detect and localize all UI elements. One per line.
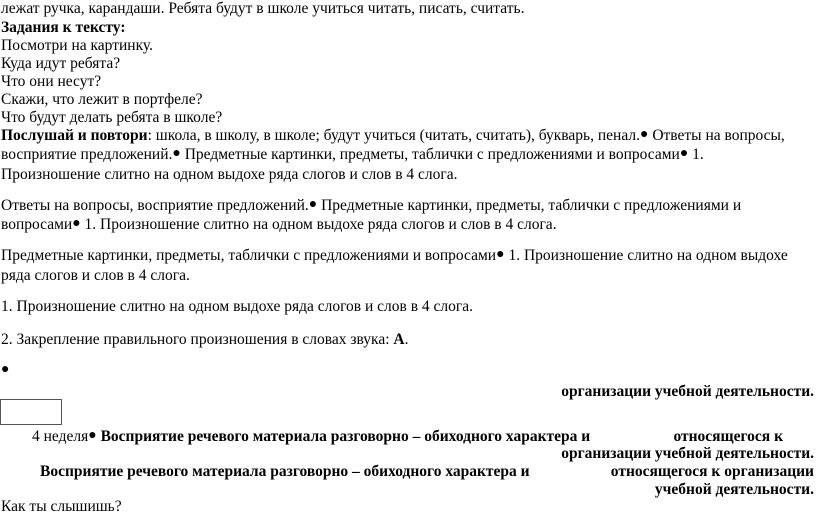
paragraph-3-line-1 bbox=[1, 247, 788, 266]
perception-heading: Восприятие речевого материала разговорно – обиходного характера и bbox=[100, 428, 591, 445]
question-3: Что они несут? bbox=[1, 73, 102, 90]
number-text: 1. bbox=[692, 146, 704, 163]
bullet-glyph: ● bbox=[1, 362, 10, 377]
question-1: Посмотри на картинку. bbox=[1, 37, 153, 54]
listen-line bbox=[1, 127, 785, 146]
perception-heading-2: Восприятие речевого материала разговорно – обиходного характера и bbox=[40, 463, 530, 480]
text: 2. Закрепление правильного произношения в словах звука: bbox=[1, 331, 394, 348]
paragraph-3-line-2: ряда слогов и слов в 4 слога. bbox=[1, 267, 190, 284]
org-line-1: организации учебной деятельности. bbox=[561, 383, 814, 400]
last-question: Как ты слышишь? bbox=[1, 498, 122, 515]
relating-2: относящегося к организации bbox=[610, 463, 814, 480]
pronunciation-line: Произношение слитно на одном выдохе ряда слогов и слов в 4 слога. bbox=[1, 166, 458, 183]
relating-1: относящегося к bbox=[673, 428, 783, 445]
week-label: 4 неделя bbox=[32, 428, 89, 445]
week-line bbox=[32, 428, 590, 447]
pictures-text: Предметные картинки, предметы, таблички с предложениями и вопросами bbox=[184, 146, 680, 163]
text: Предметные картинки, предметы, таблички с предложениями и вопросами bbox=[1, 247, 497, 264]
text: лежат ручка, карандаши. Ребята будут в школе учиться читать, писать, считать. bbox=[1, 0, 525, 17]
sound-letter: А bbox=[393, 331, 405, 348]
tasks-heading: Задания к тексту: bbox=[1, 19, 126, 36]
perception-line bbox=[1, 146, 704, 165]
bullet-icon: ● bbox=[679, 146, 689, 161]
text: 1. Произношение слитно на одном выдохе ряда слогов и слов в 4 слога. bbox=[84, 216, 557, 233]
text: Ответы на вопросы, восприятие предложений. bbox=[1, 197, 309, 214]
question-4: Скажи, что лежит в портфеле? bbox=[1, 91, 203, 108]
answers-text: Ответы на вопросы, bbox=[652, 127, 785, 144]
text: 1. Произношение слитно на одном выдохе bbox=[508, 247, 788, 264]
bullet-icon: ● bbox=[88, 428, 97, 443]
paragraph-4: 1. Произношение слитно на одном выдохе ряда слогов и слов в 4 слога. bbox=[1, 298, 474, 315]
listen-words: : школа, в школу, в школе; будут учиться (читать, считать), букварь, пенал. bbox=[147, 127, 640, 144]
listen-label: Послушай и повтори bbox=[1, 127, 148, 144]
text-line bbox=[1, 0, 524, 18]
paragraph-2-line-2 bbox=[1, 216, 557, 235]
bullet-icon bbox=[1, 362, 9, 381]
text: вопросами bbox=[1, 216, 73, 233]
question-5: Что будут делать ребята в школе? bbox=[1, 109, 223, 126]
question-2: Куда идут ребята? bbox=[1, 55, 121, 72]
bullet-icon: ● bbox=[496, 247, 505, 262]
empty-box bbox=[0, 399, 62, 425]
bullet-icon: ● bbox=[639, 127, 649, 142]
org-line-2: организации учебной деятельности. bbox=[561, 445, 814, 462]
perception-text: восприятие предложений. bbox=[1, 146, 173, 163]
paragraph-5 bbox=[1, 331, 408, 349]
paragraph-2-line-1 bbox=[1, 197, 741, 216]
text: Предметные картинки, предметы, таблички с предложениями и bbox=[321, 197, 742, 214]
bullet-icon: ● bbox=[72, 216, 81, 231]
bullet-icon: ● bbox=[172, 146, 181, 161]
text: . bbox=[404, 331, 409, 348]
bullet-icon: ● bbox=[308, 197, 318, 212]
activity-line: учебной деятельности. bbox=[654, 481, 814, 498]
